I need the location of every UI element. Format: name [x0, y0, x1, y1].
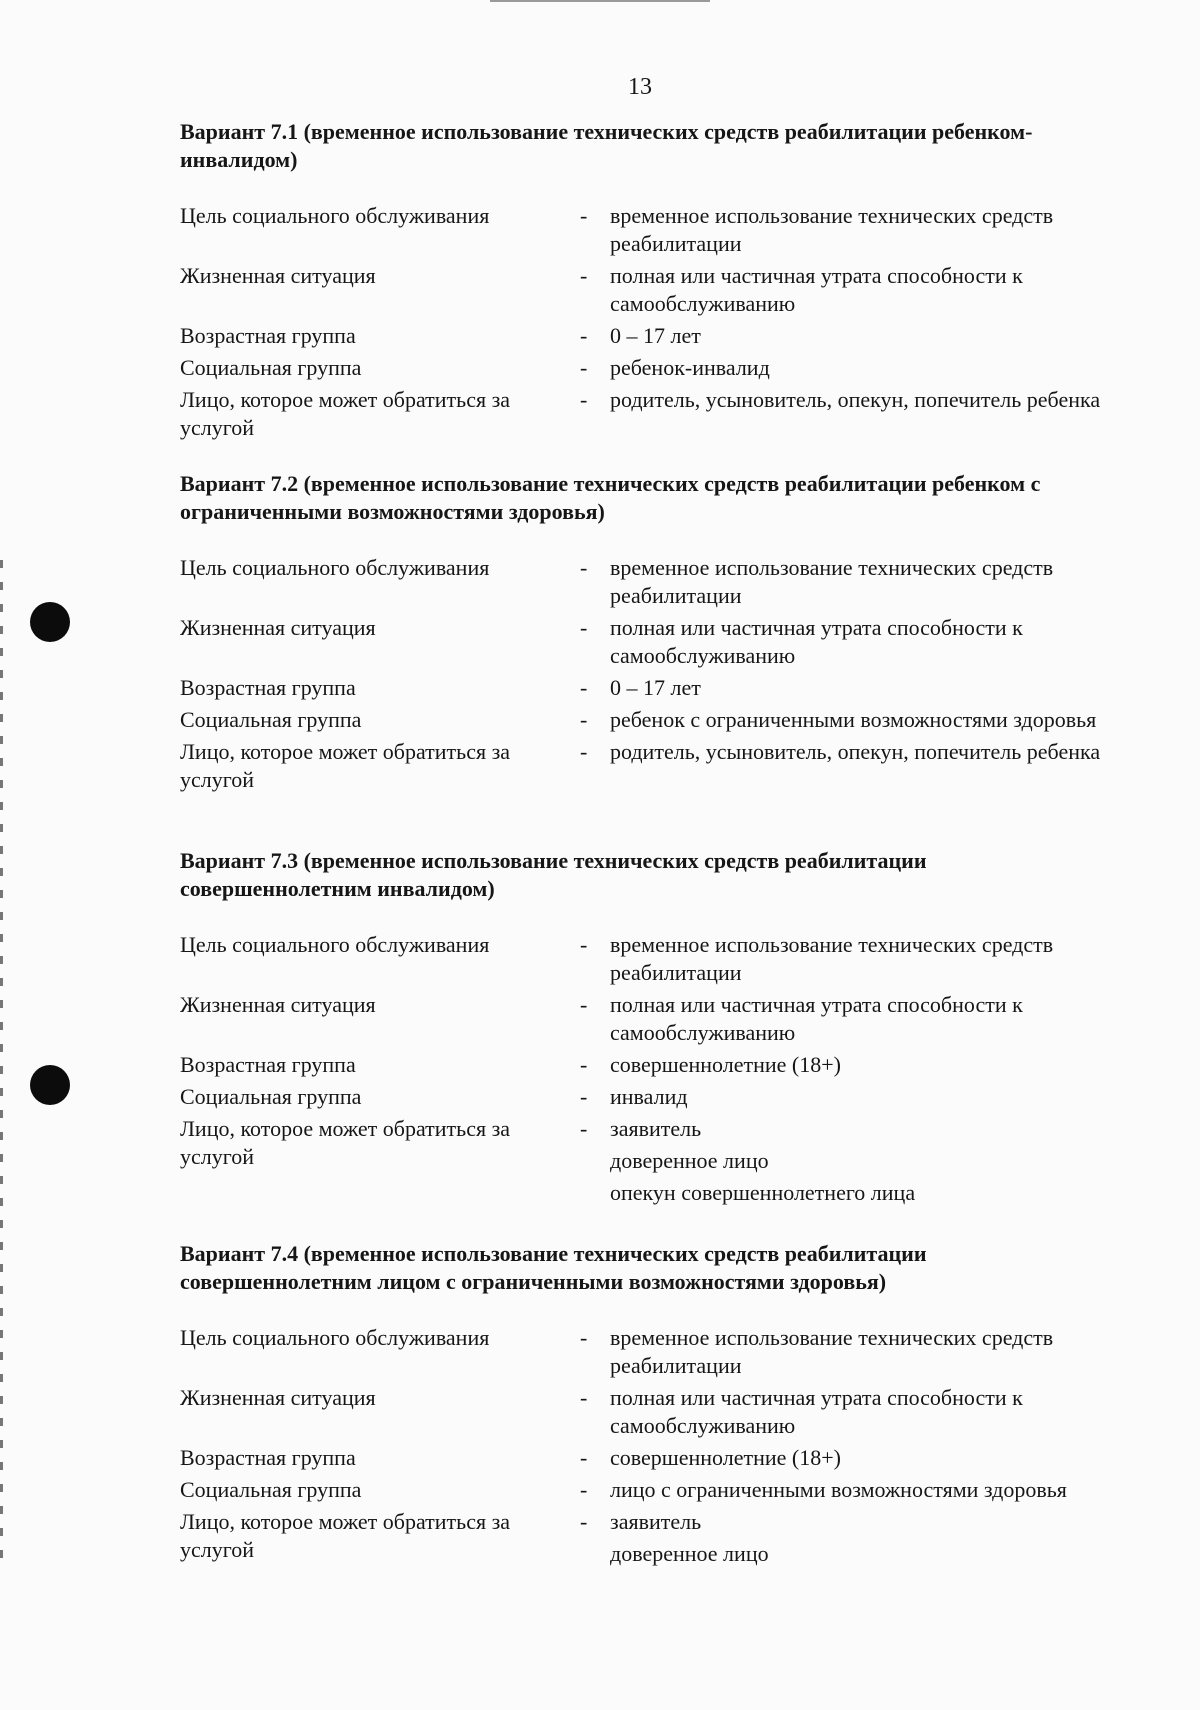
- field-row: [180, 1444, 1120, 1472]
- field-value: [610, 991, 1120, 1047]
- field-value-line: доверенное лицо: [610, 1541, 769, 1566]
- field-label: Цель социального обслуживания: [180, 932, 490, 957]
- field-value-line: опекун совершеннолетнего лица: [610, 1180, 916, 1205]
- field-value-line: временное использование технических средств реабилитации: [610, 203, 1054, 256]
- section-title: Вариант 7.4 (временное использование технических средств реабилитации совершеннолетним лицом с ограниченными возможностями здоровья): [180, 1241, 927, 1294]
- field-dash: -: [580, 992, 588, 1017]
- field-dash: -: [580, 355, 588, 380]
- field-value: [610, 674, 1120, 702]
- field-value: [610, 931, 1120, 987]
- field-value: [610, 322, 1120, 350]
- field-row: [180, 354, 1120, 382]
- field-label: Лицо, которое может обратиться за услугой: [180, 387, 511, 440]
- field-label: Возрастная группа: [180, 323, 356, 348]
- field-label: Жизненная ситуация: [180, 615, 376, 640]
- field-value: [610, 262, 1120, 318]
- field-value-line: ребенок с ограниченными возможностями здоровья: [610, 707, 1097, 732]
- field-dash: -: [580, 1116, 588, 1141]
- field-value-line: совершеннолетние (18+): [610, 1052, 841, 1077]
- field-label: Социальная группа: [180, 1477, 362, 1502]
- section-title: Вариант 7.3 (временное использование технических средств реабилитации совершеннолетним инвалидом): [180, 848, 927, 901]
- field-dash: -: [580, 323, 588, 348]
- field-value: [610, 1444, 1120, 1472]
- field-label: Жизненная ситуация: [180, 992, 376, 1017]
- field-label: Социальная группа: [180, 355, 362, 380]
- field-value: [610, 614, 1120, 670]
- field-row: [180, 706, 1120, 734]
- field-dash: -: [580, 203, 588, 228]
- field-dash: -: [580, 1385, 588, 1410]
- field-row: [180, 738, 1120, 794]
- field-value: [610, 386, 1120, 442]
- left-edge-mark: [0, 560, 3, 1560]
- field-row: [180, 1476, 1120, 1504]
- field-row: [180, 1384, 1120, 1440]
- field-value-line: доверенное лицо: [610, 1148, 769, 1173]
- field-value-line: полная или частичная утрата способности к самообслуживанию: [610, 263, 1023, 316]
- variant-section: [180, 118, 1120, 442]
- variant-section: [180, 847, 1120, 1207]
- field-value: [610, 1384, 1120, 1440]
- field-dash: -: [580, 1477, 588, 1502]
- field-value-line: совершеннолетние (18+): [610, 1445, 841, 1470]
- punch-hole: [30, 602, 70, 642]
- field-label: Социальная группа: [180, 707, 362, 732]
- variant-section: [180, 470, 1120, 794]
- field-label: Возрастная группа: [180, 1052, 356, 1077]
- field-label: Лицо, которое может обратиться за услугой: [180, 1116, 511, 1169]
- field-row: [180, 554, 1120, 610]
- field-row: [180, 1083, 1120, 1111]
- field-dash: -: [580, 1509, 588, 1534]
- field-label: Возрастная группа: [180, 1445, 356, 1470]
- field-value-line: полная или частичная утрата способности к самообслуживанию: [610, 1385, 1023, 1438]
- field-dash: -: [580, 263, 588, 288]
- punch-hole: [30, 1065, 70, 1105]
- field-value: [610, 1115, 1120, 1207]
- field-dash: -: [580, 932, 588, 957]
- field-value-line: родитель, усыновитель, опекун, попечитель ребенка: [610, 739, 1101, 764]
- field-label: Социальная группа: [180, 1084, 362, 1109]
- field-value: [610, 554, 1120, 610]
- field-value-line: 0 – 17 лет: [610, 323, 701, 348]
- field-value: [610, 1083, 1120, 1111]
- section-title: Вариант 7.2 (временное использование технических средств реабилитации ребенком с ограниченными возможностями здоровья): [180, 471, 1041, 524]
- field-value-line: лицо с ограниченными возможностями здоровья: [610, 1477, 1067, 1502]
- field-label: Жизненная ситуация: [180, 1385, 376, 1410]
- field-dash: -: [580, 1052, 588, 1077]
- field-value: [610, 738, 1120, 794]
- field-value-line: заявитель: [610, 1509, 702, 1534]
- field-value-line: ребенок-инвалид: [610, 355, 770, 380]
- field-value-line: полная или частичная утрата способности к самообслуживанию: [610, 992, 1023, 1045]
- field-label: Цель социального обслуживания: [180, 1325, 490, 1350]
- field-dash: -: [580, 387, 588, 412]
- field-row: [180, 262, 1120, 318]
- field-row: [180, 1051, 1120, 1079]
- field-value-line: 0 – 17 лет: [610, 675, 701, 700]
- field-row: [180, 1324, 1120, 1380]
- field-value: [610, 1508, 1120, 1568]
- field-row: [180, 614, 1120, 670]
- field-label: Цель социального обслуживания: [180, 555, 490, 580]
- field-value-line: родитель, усыновитель, опекун, попечитель ребенка: [610, 387, 1101, 412]
- field-value: [610, 706, 1120, 734]
- field-label: Лицо, которое может обратиться за услугой: [180, 739, 511, 792]
- field-label: Жизненная ситуация: [180, 263, 376, 288]
- page-number: 13: [628, 74, 652, 100]
- field-value-line: временное использование технических средств реабилитации: [610, 932, 1054, 985]
- field-label: Возрастная группа: [180, 675, 356, 700]
- field-label: Лицо, которое может обратиться за услугой: [180, 1509, 511, 1562]
- field-value: [610, 1476, 1120, 1504]
- field-value-line: заявитель: [610, 1116, 702, 1141]
- field-row: [180, 931, 1120, 987]
- field-dash: -: [580, 555, 588, 580]
- field-dash: -: [580, 1084, 588, 1109]
- field-row: [180, 386, 1120, 442]
- section-title: Вариант 7.1 (временное использование технических средств реабилитации ребенком-инвалидом): [180, 119, 1033, 172]
- field-row: [180, 202, 1120, 258]
- field-label: Цель социального обслуживания: [180, 203, 490, 228]
- field-row: [180, 322, 1120, 350]
- field-value-line: инвалид: [610, 1084, 688, 1109]
- field-row: [180, 674, 1120, 702]
- field-row: [180, 1115, 1120, 1207]
- field-value-line: полная или частичная утрата способности к самообслуживанию: [610, 615, 1023, 668]
- field-value-line: временное использование технических средств реабилитации: [610, 555, 1054, 608]
- top-rule: [490, 0, 710, 2]
- field-dash: -: [580, 739, 588, 764]
- field-row: [180, 991, 1120, 1047]
- field-dash: -: [580, 615, 588, 640]
- field-value-line: временное использование технических средств реабилитации: [610, 1325, 1054, 1378]
- field-dash: -: [580, 1325, 588, 1350]
- field-value: [610, 1051, 1120, 1079]
- field-value: [610, 354, 1120, 382]
- field-row: [180, 1508, 1120, 1568]
- field-dash: -: [580, 707, 588, 732]
- field-value: [610, 1324, 1120, 1380]
- field-dash: -: [580, 1445, 588, 1470]
- field-dash: -: [580, 675, 588, 700]
- field-value: [610, 202, 1120, 258]
- variant-section: [180, 1240, 1120, 1568]
